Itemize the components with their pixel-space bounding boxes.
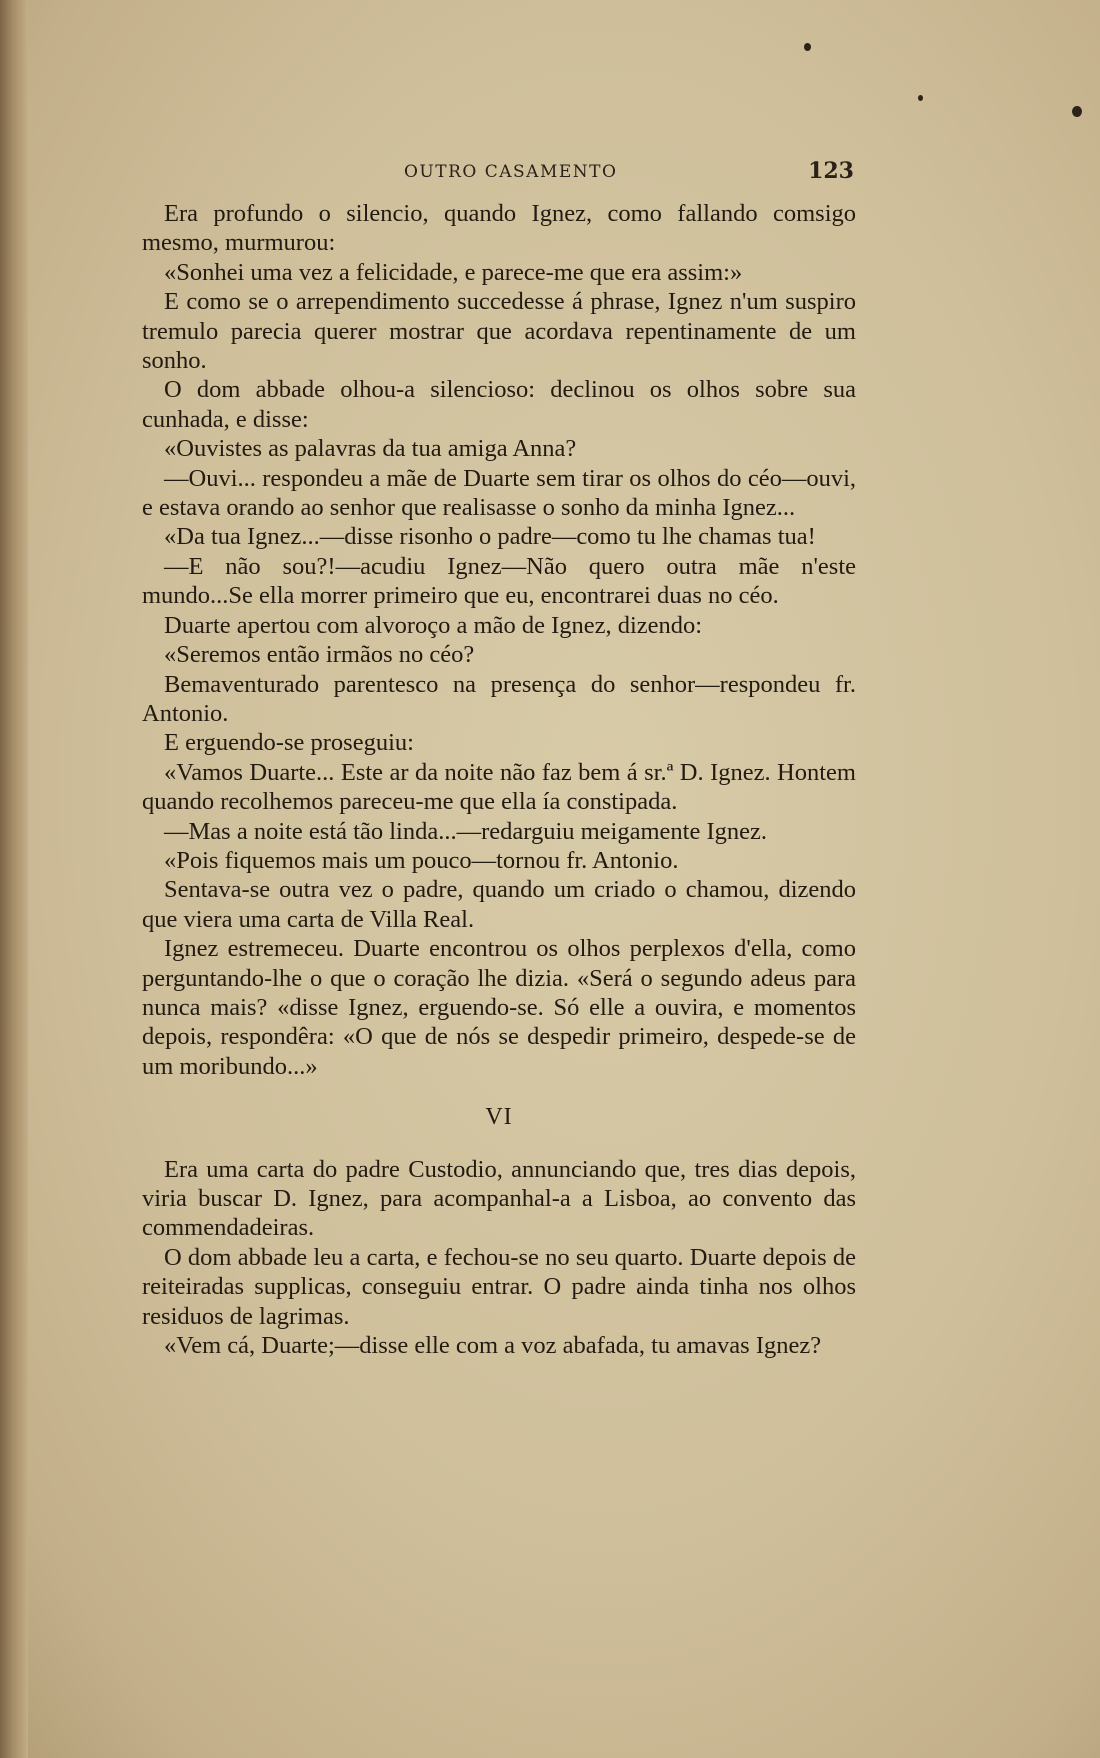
paragraph: «Pois fiquemos mais um pouco—tornou fr. Antonio. xyxy=(164,846,679,874)
body-text xyxy=(142,199,856,1360)
paragraph: E erguendo-se proseguiu: xyxy=(164,729,414,757)
paragraph: Sentava-se outra vez o padre, quando um criado o chamou, dizendo que viera uma carta de Villa Real. xyxy=(142,876,856,933)
page-spine-shadow xyxy=(0,0,28,1758)
paragraph: E como se o arrependimento succedesse á phrase, Ignez n'um suspiro tremulo parecia querer mostrar que acordava repentinamente de um sonho. xyxy=(142,288,856,375)
paragraph: «Vamos Duarte... Este ar da noite não faz bem á sr.ª D. Ignez. Hontem quando recolhemos pareceu-me que ella ía constipada. xyxy=(142,758,856,816)
ink-spot xyxy=(1072,106,1082,117)
paragraph: —Ouvi... respondeu a mãe de Duarte sem tirar os olhos do céo—ouvi, e estava orando ao senhor que realisasse o sonho da minha Ignez... xyxy=(142,464,856,522)
paragraph: —Mas a noite está tão linda...—redarguiu meigamente Ignez. xyxy=(164,817,768,845)
paragraph: O dom abbade olhou-a silencioso: declinou os olhos sobre sua cunhada, e disse: xyxy=(142,376,856,433)
paragraph: Era uma carta do padre Custodio, annunciando que, tres dias depois, viria buscar D. Ignez, para acompanhal-a a Lisboa, ao convento das commendadeiras. xyxy=(142,1155,856,1242)
section-heading: VI xyxy=(485,1104,513,1131)
paragraph: «Seremos então irmãos no céo? xyxy=(164,641,475,669)
running-title: OUTRO CASAMENTO xyxy=(404,162,618,182)
paragraph: O dom abbade leu a carta, e fechou-se no seu quarto. Duarte depois de reiteiradas supplicas, conseguiu entrar. O padre ainda tinha nos olhos residuos de lagrimas. xyxy=(142,1243,856,1330)
paragraph: «Ouvistes as palavras da tua amiga Anna? xyxy=(164,435,577,463)
page-number: 123 xyxy=(808,158,854,184)
paragraph: Era profundo o silencio, quando Ignez, como fallando comsigo mesmo, murmurou: xyxy=(142,200,856,257)
paragraph: Ignez estremeceu. Duarte encontrou os olhos perplexos d'ella, como perguntando-lhe o que o coração lhe dizia. «Será o segundo adeus para nunca mais? «disse Ignez, erguendo-se. Só elle a ouvira, e momentos depois, respondêra: «O que de nós se despedir primeiro, despede-se de um moribundo...» xyxy=(142,935,856,1080)
paragraph: «Da tua Ignez...—disse risonho o padre—como tu lhe chamas tua! xyxy=(164,523,816,551)
paragraph: Bemaventurado parentesco na presença do senhor—respondeu fr. Antonio. xyxy=(142,670,856,727)
ink-spot xyxy=(804,43,811,51)
paragraph: «Sonhei uma vez a felicidade, e parece-me que era assim:» xyxy=(164,258,743,286)
paragraph: Duarte apertou com alvoroço a mão de Ignez, dizendo: xyxy=(164,611,703,639)
page-header xyxy=(142,158,854,188)
ink-spot xyxy=(918,95,923,101)
paragraph: —E não sou?!—acudiu Ignez—Não quero outra mãe n'este mundo...Se ella morrer primeiro que eu, encontrarei duas no céo. xyxy=(142,552,856,610)
paragraph: «Vem cá, Duarte;—disse elle com a voz abafada, tu amavas Ignez? xyxy=(164,1332,822,1360)
